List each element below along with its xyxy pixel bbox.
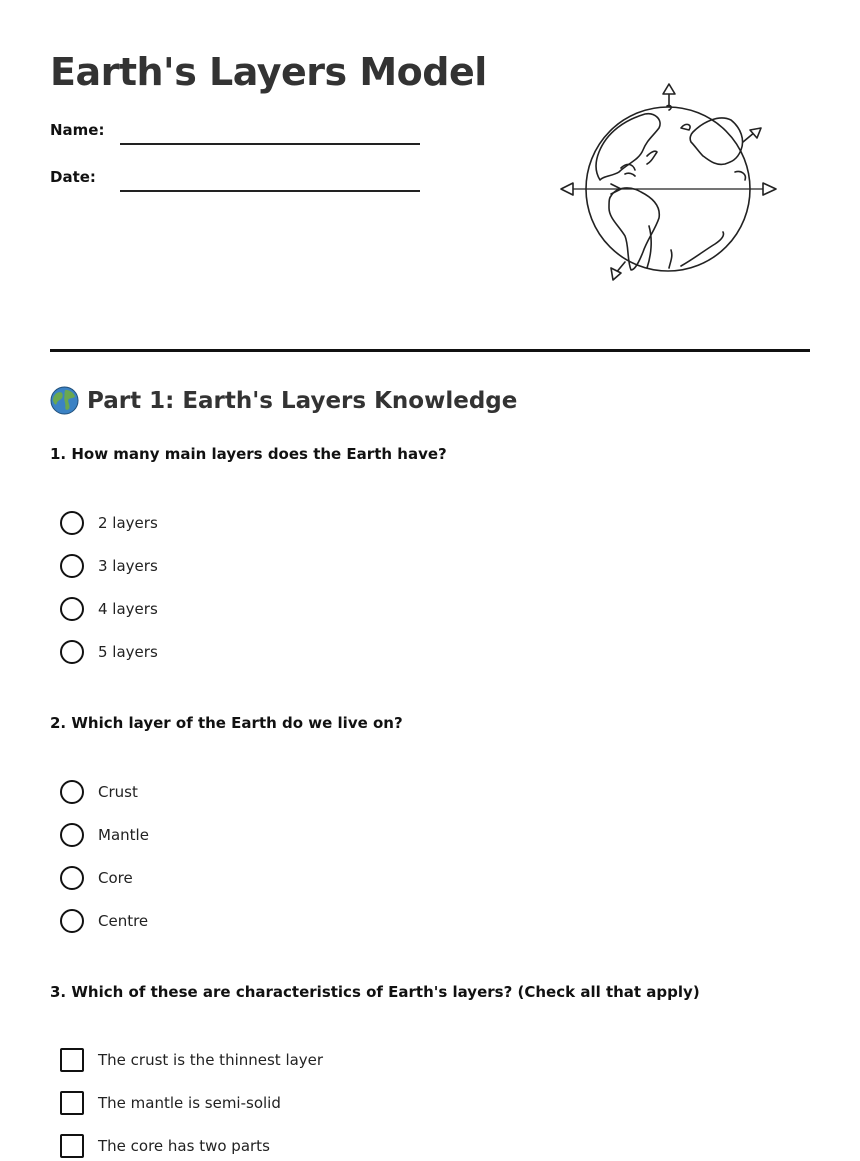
radio-button[interactable]: [60, 780, 84, 804]
option-label: 2 layers: [98, 514, 158, 532]
name-label: Name:: [50, 121, 105, 139]
question-2: 2. Which layer of the Earth do we live on?: [50, 714, 403, 732]
option-label: 3 layers: [98, 557, 158, 575]
page-title: Earth's Layers Model: [50, 50, 487, 94]
q2-option-mantle[interactable]: [60, 822, 149, 848]
earth-globe-illustration: [555, 80, 780, 285]
checkbox[interactable]: [60, 1091, 84, 1115]
q3-option-mantle-semi-solid[interactable]: [60, 1090, 281, 1116]
radio-button[interactable]: [60, 554, 84, 578]
option-label: Mantle: [98, 826, 149, 844]
part1-heading: [50, 386, 517, 415]
q1-option-4-layers[interactable]: [60, 596, 158, 622]
section-divider: [50, 349, 810, 352]
checkbox[interactable]: [60, 1048, 84, 1072]
option-label: The mantle is semi-solid: [98, 1094, 281, 1112]
option-label: 5 layers: [98, 643, 158, 661]
radio-button[interactable]: [60, 640, 84, 664]
globe-emoji-icon: [50, 386, 79, 415]
option-label: Centre: [98, 912, 149, 930]
q1-option-3-layers[interactable]: [60, 553, 158, 579]
q1-option-5-layers[interactable]: [60, 639, 158, 665]
q2-option-centre[interactable]: [60, 908, 148, 934]
question-3: 3. Which of these are characteristics of Earth's layers? (Check all that apply): [50, 983, 700, 1001]
date-label: Date:: [50, 168, 96, 186]
radio-button[interactable]: [60, 866, 84, 890]
option-label: Core: [98, 869, 133, 887]
q3-option-core-two-parts[interactable]: [60, 1133, 270, 1159]
radio-button[interactable]: [60, 511, 84, 535]
radio-button[interactable]: [60, 909, 84, 933]
part1-title: Part 1: Earth's Layers Knowledge: [87, 387, 518, 414]
question-1: 1. How many main layers does the Earth have?: [50, 445, 447, 463]
option-label: The crust is the thinnest layer: [98, 1051, 324, 1069]
name-field[interactable]: [120, 143, 420, 145]
q2-option-core[interactable]: [60, 865, 133, 891]
radio-button[interactable]: [60, 597, 84, 621]
option-label: 4 layers: [98, 600, 158, 618]
option-label: Crust: [98, 783, 138, 801]
radio-button[interactable]: [60, 823, 84, 847]
option-label: The core has two parts: [98, 1137, 270, 1155]
q2-option-crust[interactable]: [60, 779, 138, 805]
q3-option-crust-thinnest[interactable]: [60, 1047, 323, 1073]
q1-option-2-layers[interactable]: [60, 510, 158, 536]
checkbox[interactable]: [60, 1134, 84, 1158]
date-field[interactable]: [120, 190, 420, 192]
